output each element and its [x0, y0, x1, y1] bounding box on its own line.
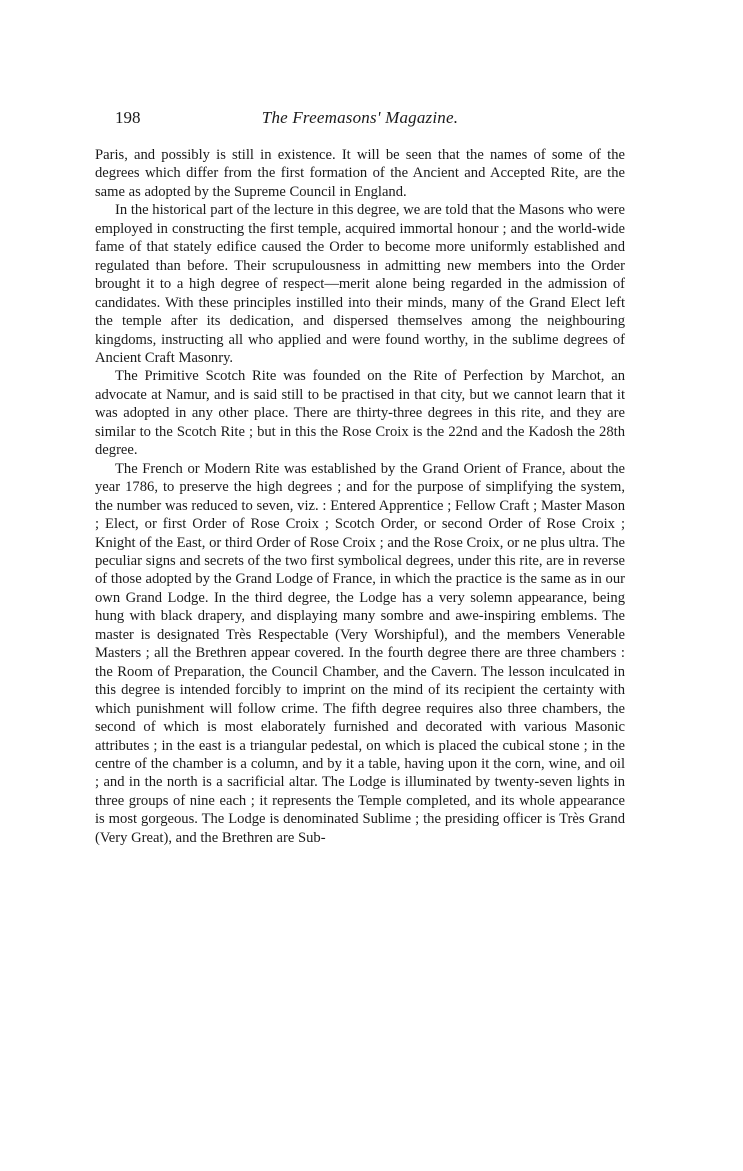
paragraph: The Primitive Scotch Rite was founded on the Rite of Perfection by Marchot, an advocate at Namur, and is said still to be practised in that city, but we cannot learn that it was adopted in any other place. There are thirty-three degrees in this rite, and they are similar to the Scotch Rite ; but in this the Rose Croix is the 22nd and the Kadosh the 28th degree.	[95, 368, 625, 459]
paragraph: The French or Modern Rite was established by the Grand Orient of France, about the year 1786, to preserve the high degrees ; and for the purpose of simplifying the system, the number was reduced to seven, viz. : Entered Apprentice ; Fellow Craft ; Master Mason ; Elect, or first Order of Rose Croix ; Scotch Order, or second Order of Rose Croix ; Knight of the East, or third Order of Rose Croix ; and the Rose Croix, or ne plus ultra. The peculiar signs and secrets of the two first symbolical degrees, under this rite, are in reverse of those adopted by the Grand Lodge of France, in which the practice is the same as in our own Grand Lodge. In the third degree, the Lodge has a very solemn appearance, being hung with black drapery, and displaying many sombre and awe-inspiring emblems. The master is designated Très Respectable (Very Worshipful), and the members Venerable Masters ; all the Brethren appear covered. In the fourth degree there are three chambers : the Room of Preparation, the Council Chamber, and the Cavern. The lesson inculcated in this degree is intended forcibly to imprint on the mind of its recipient the certainty with which punishment will follow crime. The fifth degree requires also three chambers, the second of which is most elaborately furnished and decorated with various Masonic attributes ; in the east is a triangular pedestal, on which is placed the cubical stone ; in the centre of the chamber is a column, and by it a table, having upon it the corn, wine, and oil ; and in the north is a sacrificial altar. The Lodge is illuminated by twenty-seven lights in three groups of nine each ; it represents the Temple completed, and its whole appearance is most gorgeous. The Lodge is denominated Sublime ; the presiding officer is Très Grand (Very Great), and the Brethren are Sub-	[95, 460, 625, 846]
page-header	[95, 108, 625, 132]
article-body	[95, 146, 625, 847]
running-title: The Freemasons' Magazine.	[261, 108, 459, 127]
paragraph: In the historical part of the lecture in this degree, we are told that the Masons who were employed in constructing the first temple, acquired immortal honour ; and the world-wide fame of that stately edifice caused the Order to become more uniformly established and regulated than before. Their scrupulousness in admitting new members into the Order brought it to a high degree of respect—merit alone being regarded in the admission of candidates. With these principles instilled into their minds, many of the Grand Elect left the temple after its dedication, and dispersed themselves among the neighbouring kingdoms, instructing all who applied and were found worthy, in the sublime degrees of Ancient Craft Masonry.	[95, 202, 625, 366]
page-number: 198	[115, 108, 141, 127]
book-page	[95, 108, 625, 847]
paragraph: Paris, and possibly is still in existence. It will be seen that the names of some of the degrees which differ from the first formation of the Ancient and Accepted Rite, are the same as adopted by the Supreme Council in England.	[95, 147, 625, 200]
